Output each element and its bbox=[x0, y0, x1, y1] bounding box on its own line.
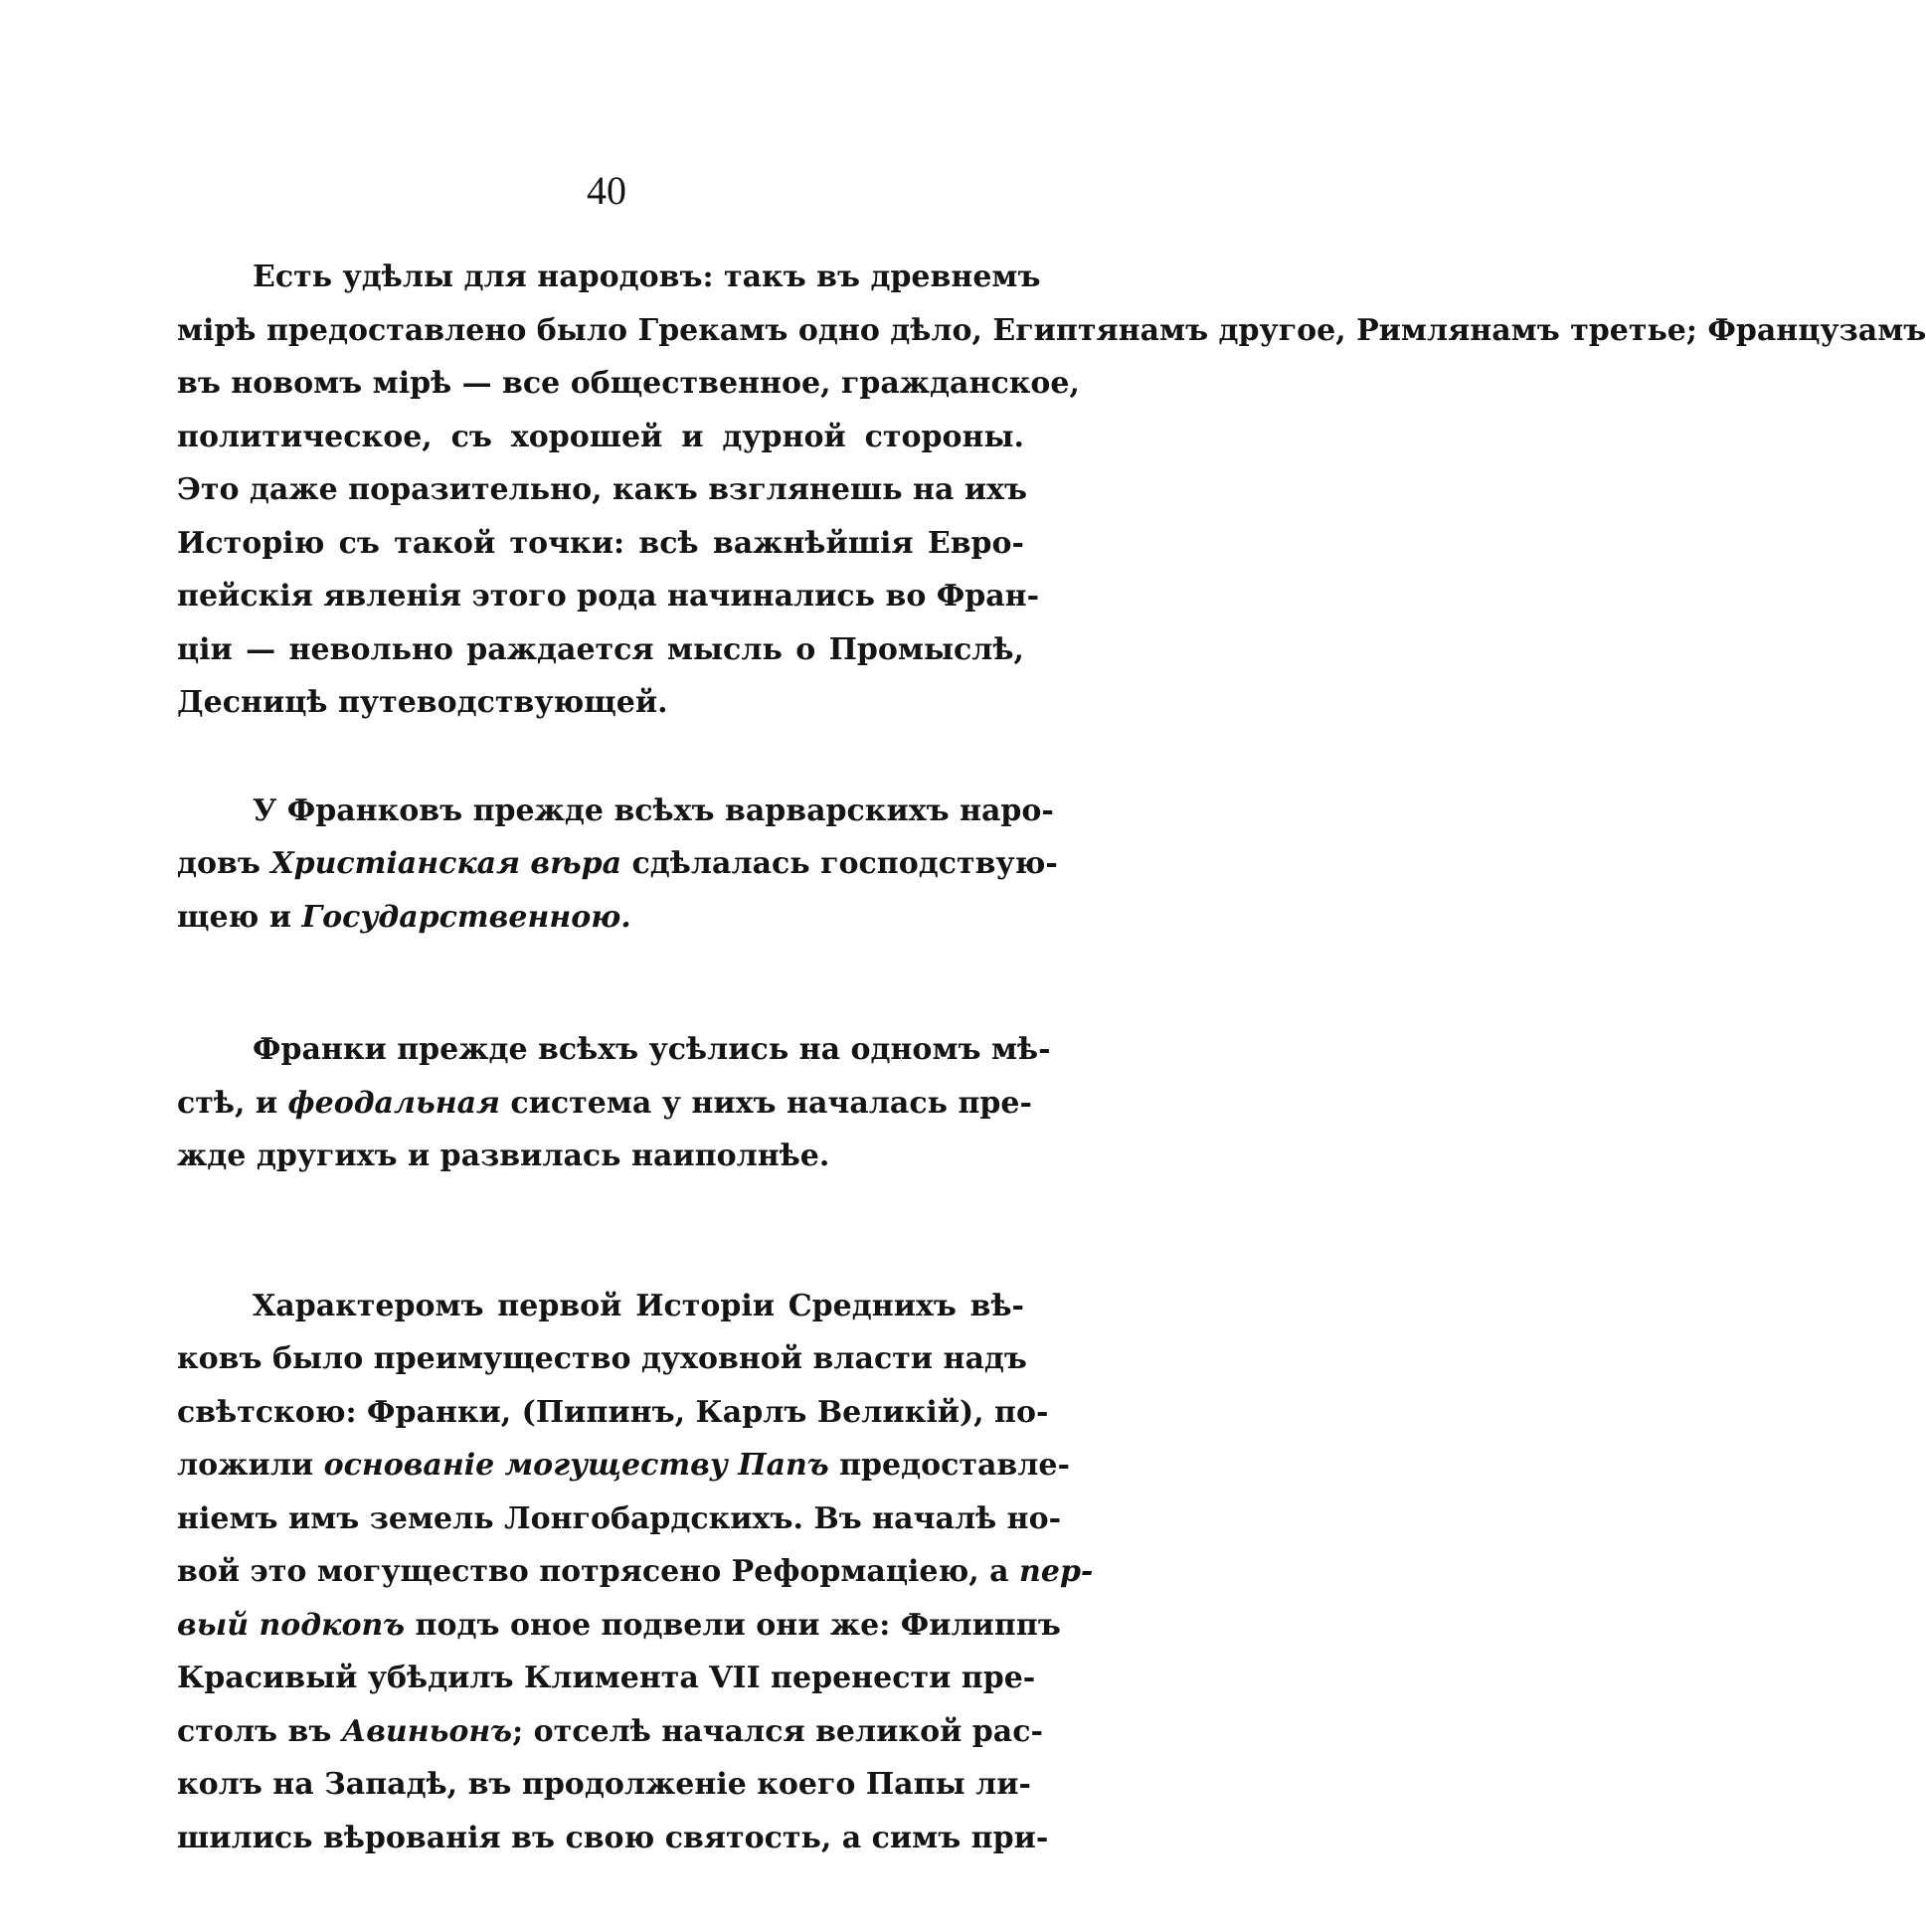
text-line: мірѣ предоставлено было Грекамъ одно дѣло, Египтянамъ другое, Римлянамъ третье; Французамъ bbox=[177, 312, 1926, 348]
text-run: У Франковъ прежде всѣхъ варварскихъ наро- bbox=[253, 792, 1054, 828]
text-line: Есть удѣлы для народовъ: такъ въ древнемъ bbox=[253, 260, 1041, 294]
text-run: ковъ было преимущество духовной власти надъ bbox=[177, 1341, 1027, 1376]
text-line: пейскія явленія этого рода начинались во Фран- bbox=[177, 579, 1040, 614]
emphasis-text: вый подкопъ bbox=[177, 1607, 406, 1643]
emphasis-text: Христіанская вѣра bbox=[270, 846, 622, 881]
text-line bbox=[177, 1386, 1049, 1440]
paragraph-3 bbox=[177, 1023, 1051, 1183]
text-run: ложили bbox=[177, 1448, 324, 1483]
text-line bbox=[177, 1758, 1031, 1812]
text-line bbox=[177, 1023, 1051, 1077]
text-run: шились вѣрованія въ свою святость, а симъ при- bbox=[177, 1820, 1049, 1855]
text-line bbox=[177, 1545, 1094, 1599]
text-run: вой это могущество потрясено Реформаціею, а bbox=[177, 1554, 1020, 1589]
text-run: свѣтскою: Франки, (Пипинъ, Карлъ Великій), по- bbox=[177, 1394, 1049, 1430]
text-run: щею и bbox=[177, 899, 302, 935]
text-line: Это даже поразительно, какъ взглянешь на ихъ bbox=[177, 472, 1027, 507]
text-line bbox=[177, 1332, 1027, 1386]
text-line: политическое, съ хорошей и дурной стороны. bbox=[177, 419, 1024, 454]
text-line bbox=[177, 891, 1024, 945]
text-run: стѣ, и bbox=[177, 1085, 288, 1121]
page-number: 40 bbox=[587, 168, 626, 213]
paragraph-1 bbox=[177, 251, 1926, 730]
text-line bbox=[177, 1652, 1036, 1705]
emphasis-text: основаніе могуществу Папъ bbox=[323, 1448, 829, 1483]
paragraph-4 bbox=[177, 1280, 1094, 1865]
emphasis-text: Авиньонъ bbox=[341, 1713, 513, 1749]
text-run: столъ въ bbox=[177, 1713, 342, 1749]
text-line bbox=[177, 1705, 1043, 1759]
text-line bbox=[177, 1280, 1024, 1333]
text-line bbox=[177, 837, 1058, 891]
text-line bbox=[177, 1439, 1070, 1493]
text-line: ціи — невольно раждается мысль о Промыслѣ, bbox=[177, 631, 1024, 667]
emphasis-text: Государственною. bbox=[301, 899, 631, 935]
text-line: Десницѣ путеводствующей. bbox=[177, 685, 668, 720]
text-line bbox=[177, 785, 1054, 838]
text-line bbox=[177, 1077, 1032, 1131]
text-line bbox=[177, 1130, 1024, 1183]
text-line: въ новомъ мірѣ — все общественное, гражданское, bbox=[177, 366, 1080, 401]
text-line bbox=[177, 1812, 1049, 1865]
text-run: система у нихъ началась пре- bbox=[499, 1085, 1032, 1121]
emphasis-text: пер- bbox=[1019, 1554, 1094, 1589]
text-run: ніемъ имъ земель Лонгобардскихъ. Въ началѣ но- bbox=[177, 1500, 1062, 1536]
text-run: жде другихъ и развилась наиполнѣе. bbox=[177, 1139, 830, 1173]
paragraph-2 bbox=[177, 785, 1058, 945]
text-run: колъ на Западѣ, въ продолженіе коего Папы ли- bbox=[177, 1767, 1031, 1802]
text-run: Франки прежде всѣхъ усѣлись на одномъ мѣ- bbox=[253, 1032, 1051, 1067]
text-run: предоставле- bbox=[828, 1448, 1070, 1483]
text-run: ; отселѣ начался великой рас- bbox=[512, 1713, 1043, 1749]
text-line bbox=[177, 1599, 1061, 1653]
text-run: Характеромъ первой Исторіи Среднихъ вѣ- bbox=[253, 1288, 1024, 1323]
page-body bbox=[177, 251, 1926, 1864]
text-run: подъ оное подвели они же: Филиппъ bbox=[405, 1607, 1061, 1643]
text-run: Красивый убѣдилъ Климента VII перенести пре- bbox=[177, 1661, 1036, 1695]
text-line: Исторію съ такой точки: всѣ важнѣйшія Евро- bbox=[177, 525, 1024, 561]
text-line bbox=[177, 1493, 1062, 1546]
emphasis-text: феодальная bbox=[287, 1085, 500, 1121]
text-run: довъ bbox=[177, 846, 271, 881]
text-run: сдѣлалась господствую- bbox=[621, 846, 1058, 881]
